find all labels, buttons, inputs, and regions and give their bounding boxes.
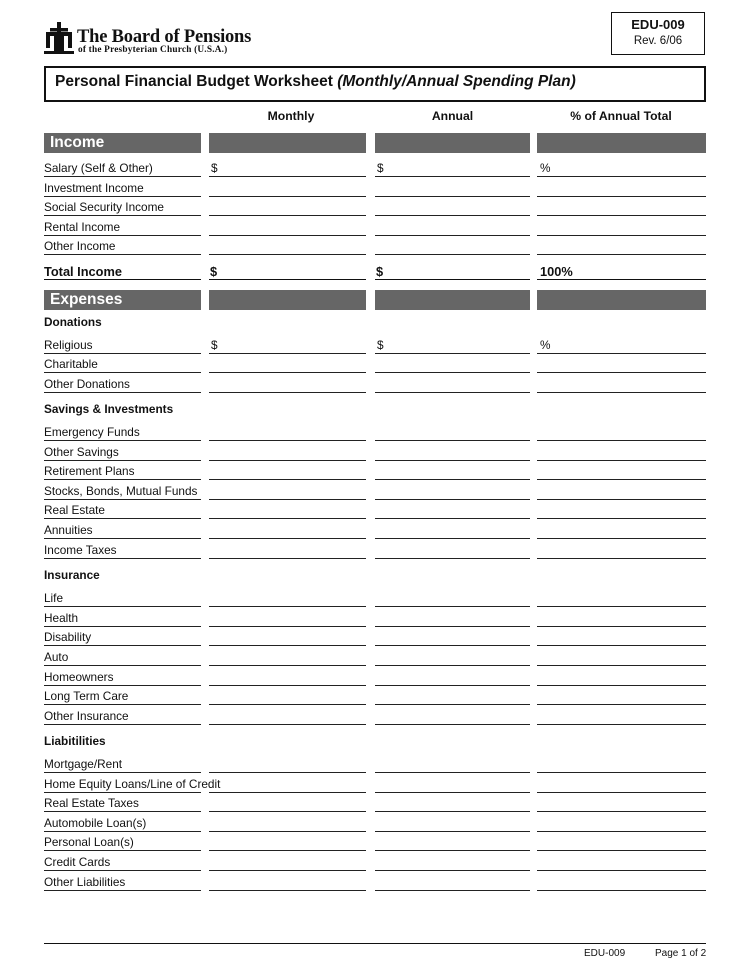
home-equity-loans-line-of-credit-label-underline [44, 792, 201, 793]
long-term-care-percent-field[interactable] [537, 704, 706, 705]
mortgage-rent-percent-field[interactable] [537, 772, 706, 773]
life-percent-field[interactable] [537, 606, 706, 607]
credit-cards-monthly-field[interactable] [209, 870, 366, 871]
religious-percent-sign: % [540, 338, 551, 352]
automobile-loan-s-annual-field[interactable] [375, 831, 530, 832]
row-label-income-taxes: Income Taxes [44, 543, 117, 557]
emergency-funds-monthly-field[interactable] [209, 440, 366, 441]
other-insurance-label-underline [44, 724, 201, 725]
religious-annual-dollar: $ [377, 338, 384, 352]
homeowners-monthly-field[interactable] [209, 685, 366, 686]
income-bar-annual [375, 133, 530, 153]
other-liabilities-annual-field[interactable] [375, 890, 530, 891]
disability-percent-field[interactable] [537, 645, 706, 646]
expenses-bar-percent [537, 290, 706, 310]
expenses-bar-monthly [209, 290, 366, 310]
row-label-retirement-plans: Retirement Plans [44, 464, 135, 478]
total-income-underline [44, 279, 201, 280]
religious-label-underline [44, 353, 201, 354]
charitable-label-underline [44, 372, 201, 373]
row-label-salary-self-other: Salary (Self & Other) [44, 161, 153, 175]
presbyterian-seal-icon [44, 22, 74, 54]
column-header-percent: % of Annual Total [570, 109, 672, 123]
income-taxes-annual-field[interactable] [375, 558, 530, 559]
title-main: Personal Financial Budget Worksheet [55, 73, 333, 90]
personal-loan-s-label-underline [44, 850, 201, 851]
salary-self-other-annual-dollar: $ [377, 161, 384, 175]
column-header-annual: Annual [431, 109, 474, 123]
health-monthly-field[interactable] [209, 626, 366, 627]
mortgage-rent-monthly-field[interactable] [209, 772, 366, 773]
expenses-bar-annual [375, 290, 530, 310]
real-estate-percent-field[interactable] [537, 518, 706, 519]
other-savings-label-underline [44, 460, 201, 461]
row-label-rental-income: Rental Income [44, 220, 121, 234]
column-header-monthly: Monthly [267, 109, 315, 123]
row-label-life: Life [44, 591, 64, 605]
credit-cards-percent-field[interactable] [537, 870, 706, 871]
footer-rule [44, 943, 706, 944]
total-income-percent: 100% [540, 264, 573, 279]
life-label-underline [44, 606, 201, 607]
row-label-other-liabilities: Other Liabilities [44, 875, 126, 889]
charitable-annual-field[interactable] [375, 372, 530, 373]
group-title-savings-investments: Savings & Investments [44, 402, 174, 416]
real-estate-annual-field[interactable] [375, 518, 530, 519]
retirement-plans-annual-field[interactable] [375, 479, 530, 480]
other-income-percent-field[interactable] [537, 254, 706, 255]
group-title-insurance: Insurance [44, 568, 100, 582]
row-label-health: Health [44, 611, 79, 625]
total-income-annual-dollar: $ [376, 264, 384, 279]
personal-loan-s-percent-field[interactable] [537, 850, 706, 851]
social-security-income-label-underline [44, 215, 201, 216]
annuities-monthly-field[interactable] [209, 538, 366, 539]
rental-income-percent-field[interactable] [537, 235, 706, 236]
auto-monthly-field[interactable] [209, 665, 366, 666]
social-security-income-percent-field[interactable] [537, 215, 706, 216]
income-taxes-percent-field[interactable] [537, 558, 706, 559]
other-income-annual-field[interactable] [375, 254, 530, 255]
row-label-real-estate-taxes: Real Estate Taxes [44, 796, 139, 810]
stocks-bonds-mutual-funds-annual-field[interactable] [375, 499, 530, 500]
automobile-loan-s-monthly-field[interactable] [209, 831, 366, 832]
disability-label-underline [44, 645, 201, 646]
income-section-bar [44, 133, 201, 153]
real-estate-taxes-percent-field[interactable] [537, 811, 706, 812]
total-income-percent-field[interactable] [537, 279, 706, 280]
title-box [44, 66, 706, 102]
other-liabilities-label-underline [44, 890, 201, 891]
row-label-personal-loan-s: Personal Loan(s) [44, 835, 134, 849]
charitable-monthly-field[interactable] [209, 372, 366, 373]
row-label-other-insurance: Other Insurance [44, 709, 129, 723]
page-title [55, 73, 576, 91]
other-liabilities-percent-field[interactable] [537, 890, 706, 891]
long-term-care-label-underline [44, 704, 201, 705]
row-label-investment-income: Investment Income [44, 181, 144, 195]
salary-self-other-monthly-dollar: $ [211, 161, 218, 175]
stocks-bonds-mutual-funds-monthly-field[interactable] [209, 499, 366, 500]
auto-annual-field[interactable] [375, 665, 530, 666]
form-code: EDU-009 [631, 17, 685, 32]
org-subtitle: of the Presbyterian Church (U.S.A.) [78, 45, 228, 55]
other-insurance-percent-field[interactable] [537, 724, 706, 725]
row-label-real-estate: Real Estate [44, 503, 105, 517]
disability-monthly-field[interactable] [209, 645, 366, 646]
form-id-box [611, 12, 705, 55]
other-insurance-monthly-field[interactable] [209, 724, 366, 725]
homeowners-annual-field[interactable] [375, 685, 530, 686]
real-estate-taxes-annual-field[interactable] [375, 811, 530, 812]
credit-cards-label-underline [44, 870, 201, 871]
auto-percent-field[interactable] [537, 665, 706, 666]
row-label-emergency-funds: Emergency Funds [44, 425, 140, 439]
other-savings-monthly-field[interactable] [209, 460, 366, 461]
other-donations-monthly-field[interactable] [209, 392, 366, 393]
other-savings-percent-field[interactable] [537, 460, 706, 461]
row-label-social-security-income: Social Security Income [44, 200, 164, 214]
home-equity-loans-line-of-credit-annual-field[interactable] [375, 792, 530, 793]
rental-income-annual-field[interactable] [375, 235, 530, 236]
total-income-monthly-field[interactable] [209, 279, 366, 280]
salary-self-other-percent-sign: % [540, 161, 551, 175]
salary-self-other-annual-field[interactable] [375, 176, 530, 177]
row-label-religious: Religious [44, 338, 93, 352]
religious-percent-field[interactable] [537, 353, 706, 354]
form-revision: Rev. 6/06 [633, 35, 683, 47]
social-security-income-monthly-field[interactable] [209, 215, 366, 216]
total-income-annual-field[interactable] [375, 279, 530, 280]
mortgage-rent-label-underline [44, 772, 201, 773]
org-name: The Board of Pensions [77, 27, 252, 47]
real-estate-label-underline [44, 518, 201, 519]
religious-annual-field[interactable] [375, 353, 530, 354]
row-label-automobile-loan-s: Automobile Loan(s) [44, 816, 147, 830]
auto-label-underline [44, 665, 201, 666]
row-label-auto: Auto [44, 650, 69, 664]
other-savings-annual-field[interactable] [375, 460, 530, 461]
retirement-plans-monthly-field[interactable] [209, 479, 366, 480]
salary-self-other-monthly-field[interactable] [209, 176, 366, 177]
row-label-long-term-care: Long Term Care [44, 689, 129, 703]
row-label-stocks-bonds-mutual-funds: Stocks, Bonds, Mutual Funds [44, 484, 198, 498]
group-title-liabitilities: Liabitilities [44, 734, 106, 748]
life-monthly-field[interactable] [209, 606, 366, 607]
homeowners-label-underline [44, 685, 201, 686]
salary-self-other-label-underline [44, 176, 201, 177]
home-equity-loans-line-of-credit-percent-field[interactable] [537, 792, 706, 793]
retirement-plans-label-underline [44, 479, 201, 480]
credit-cards-annual-field[interactable] [375, 870, 530, 871]
income-bar-monthly [209, 133, 366, 153]
investment-income-percent-field[interactable] [537, 196, 706, 197]
title-italic: (Monthly/Annual Spending Plan) [337, 73, 576, 90]
row-label-other-donations: Other Donations [44, 377, 130, 391]
religious-monthly-field[interactable] [209, 353, 366, 354]
mortgage-rent-annual-field[interactable] [375, 772, 530, 773]
long-term-care-annual-field[interactable] [375, 704, 530, 705]
investment-income-monthly-field[interactable] [209, 196, 366, 197]
real-estate-taxes-label-underline [44, 811, 201, 812]
life-annual-field[interactable] [375, 606, 530, 607]
investment-income-annual-field[interactable] [375, 196, 530, 197]
rental-income-monthly-field[interactable] [209, 235, 366, 236]
income-heading: Income [50, 134, 105, 151]
disability-annual-field[interactable] [375, 645, 530, 646]
automobile-loan-s-label-underline [44, 831, 201, 832]
stocks-bonds-mutual-funds-percent-field[interactable] [537, 499, 706, 500]
home-equity-loans-line-of-credit-monthly-field[interactable] [209, 792, 366, 793]
row-label-credit-cards: Credit Cards [44, 855, 111, 869]
emergency-funds-percent-field[interactable] [537, 440, 706, 441]
footer-page-number: Page 1 of 2 [655, 948, 707, 959]
salary-self-other-percent-field[interactable] [537, 176, 706, 177]
emergency-funds-label-underline [44, 440, 201, 441]
other-donations-annual-field[interactable] [375, 392, 530, 393]
personal-loan-s-annual-field[interactable] [375, 850, 530, 851]
personal-loan-s-monthly-field[interactable] [209, 850, 366, 851]
retirement-plans-percent-field[interactable] [537, 479, 706, 480]
annuities-annual-field[interactable] [375, 538, 530, 539]
automobile-loan-s-percent-field[interactable] [537, 831, 706, 832]
income-taxes-monthly-field[interactable] [209, 558, 366, 559]
row-label-charitable: Charitable [44, 357, 98, 371]
annuities-percent-field[interactable] [537, 538, 706, 539]
health-percent-field[interactable] [537, 626, 706, 627]
row-label-other-income: Other Income [44, 239, 116, 253]
row-label-mortgage-rent: Mortgage/Rent [44, 757, 123, 771]
health-label-underline [44, 626, 201, 627]
income-bar-percent [537, 133, 706, 153]
stocks-bonds-mutual-funds-label-underline [44, 499, 201, 500]
annuities-label-underline [44, 538, 201, 539]
real-estate-taxes-monthly-field[interactable] [209, 811, 366, 812]
footer-form-code: EDU-009 [584, 948, 626, 959]
other-donations-percent-field[interactable] [537, 392, 706, 393]
row-label-disability: Disability [44, 630, 92, 644]
investment-income-label-underline [44, 196, 201, 197]
rental-income-label-underline [44, 235, 201, 236]
expenses-heading: Expenses [50, 291, 123, 308]
row-label-home-equity-loans-line-of-credit: Home Equity Loans/Line of Credit [44, 777, 221, 791]
health-annual-field[interactable] [375, 626, 530, 627]
group-title-donations: Donations [44, 315, 102, 329]
religious-monthly-dollar: $ [211, 338, 218, 352]
other-income-label-underline [44, 254, 201, 255]
long-term-care-monthly-field[interactable] [209, 704, 366, 705]
homeowners-percent-field[interactable] [537, 685, 706, 686]
row-label-annuities: Annuities [44, 523, 93, 537]
row-label-other-savings: Other Savings [44, 445, 119, 459]
other-donations-label-underline [44, 392, 201, 393]
charitable-percent-field[interactable] [537, 372, 706, 373]
expenses-section-bar [44, 290, 201, 310]
total-income-label: Total Income [44, 264, 122, 279]
other-liabilities-monthly-field[interactable] [209, 890, 366, 891]
emergency-funds-annual-field[interactable] [375, 440, 530, 441]
total-income-monthly-dollar: $ [210, 264, 218, 279]
row-label-homeowners: Homeowners [44, 670, 114, 684]
real-estate-monthly-field[interactable] [209, 518, 366, 519]
other-insurance-annual-field[interactable] [375, 724, 530, 725]
other-income-monthly-field[interactable] [209, 254, 366, 255]
social-security-income-annual-field[interactable] [375, 215, 530, 216]
income-taxes-label-underline [44, 558, 201, 559]
